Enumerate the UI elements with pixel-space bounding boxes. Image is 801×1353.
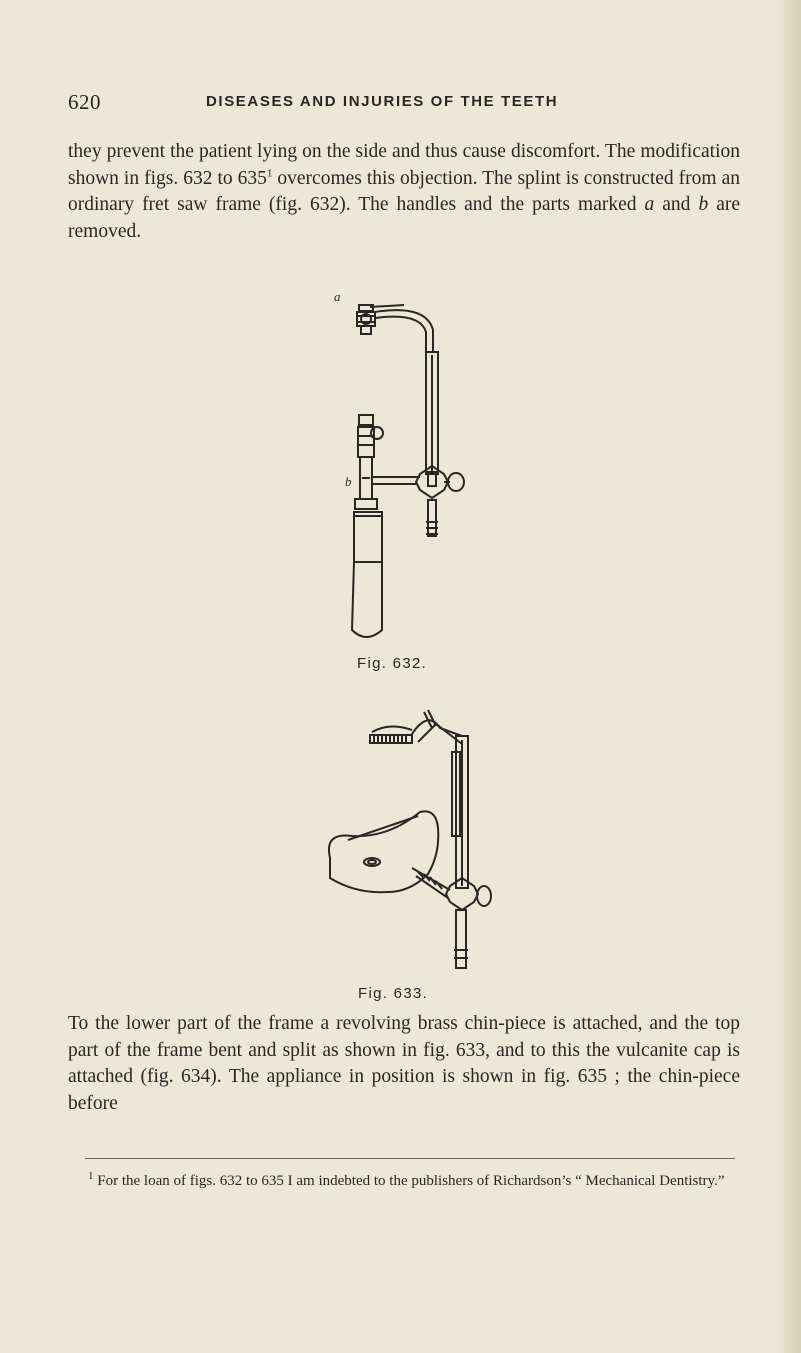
footnote-marker: 1 (88, 1170, 94, 1182)
part-mark-b: b (698, 194, 709, 215)
paragraph-1-text: they prevent the patient lying on the side and thus cause discomfort. The modification shown in figs. 632 to 635 (68, 141, 740, 189)
footnote-rule (85, 1158, 735, 1159)
figure-632 (300, 290, 500, 650)
footnote-text: For the loan of figs. 632 to 635 I am indebted to the publishers of Richardson’s “ Mechanical Dentistry.” (93, 1173, 725, 1189)
fret-saw-frame-illustration (300, 290, 500, 650)
figure-632-label-a: a (334, 290, 341, 304)
running-head (68, 90, 738, 116)
part-mark-a: a (644, 194, 655, 215)
paragraph-1 (68, 139, 740, 245)
footnote-reference: 1 (266, 167, 273, 179)
paragraph-1-text-continued: overcomes this objection. The splint is constructed from an ordinary fret saw frame (fig. 632). The handles and the parts marked (68, 167, 740, 215)
figure-632-label-b: b (345, 474, 352, 489)
figure-633 (300, 700, 500, 980)
running-head-title: DISEASES AND INJURIES OF THE TEETH (206, 93, 559, 110)
figure-632-caption: Fig. 632. (357, 655, 428, 672)
paragraph-1-and: and (654, 194, 699, 215)
footnote (68, 1170, 740, 1192)
page-edge-shade (777, 0, 801, 1353)
figure-633-caption: Fig. 633. (358, 985, 429, 1002)
page-number: 620 (68, 90, 101, 114)
paragraph-2: To the lower part of the frame a revolving brass chin-piece is attached, and the top part of the frame bent and split as shown in fig. 633, and to this the vulcanite cap is attached (fig. 634). The appliance in position is shown in fig. 635 ; the chin-piece before (68, 1013, 740, 1114)
paragraph-1-end: are removed. (68, 194, 740, 242)
modified-frame-illustration (300, 700, 500, 980)
